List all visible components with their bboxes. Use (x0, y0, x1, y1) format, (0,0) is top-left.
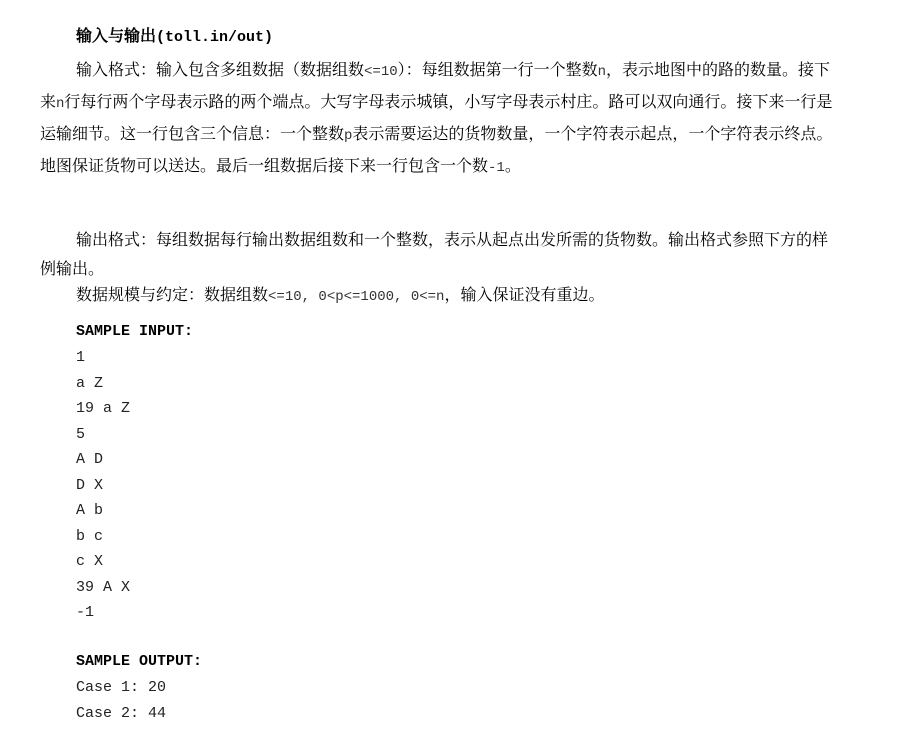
sample-line: -1 (76, 604, 95, 621)
paragraph-text: ）：每组数据第一行一个整数 (397, 60, 598, 79)
data-scale-paragraph (40, 280, 840, 312)
sample-line: 5 (76, 425, 86, 443)
sample-output-label: SAMPLE OUTPUT: (76, 653, 203, 670)
sample-output-block (76, 675, 166, 726)
sample-line: A b (76, 502, 104, 519)
sample-input-label: SAMPLE INPUT: (76, 323, 194, 340)
sample-line: c X (76, 553, 104, 570)
paragraph-text: ，输入保证没有重边。 (444, 285, 605, 304)
sample-line: 19 a Z (76, 400, 131, 417)
sample-line: 39 A X (76, 578, 131, 596)
sample-line: a Z (76, 374, 104, 392)
inline-code: -1 (488, 160, 505, 176)
inline-code: p (344, 128, 353, 144)
paragraph-text: 输入格式：输入包含多组数据（数据组数 (76, 60, 365, 79)
paragraph-text: 数据规模与约定：数据组数 (76, 285, 269, 304)
paragraph-text: 行每行两个字母表示路的两个端点。大写字母表示城镇，小写字母表示村庄。路可以双向通行。接下来一行是运输细节。这一行包含三个信息：一个整数 (40, 92, 833, 143)
input-format-paragraph (40, 55, 840, 183)
sample-line: 1 (76, 349, 86, 366)
inline-code: n (56, 96, 65, 112)
sample-line: b c (76, 527, 104, 545)
paragraph-text: 。 (504, 156, 521, 175)
heading-text: 输入与输出 (76, 26, 157, 45)
section-heading (76, 26, 273, 48)
output-format-paragraph (40, 225, 840, 283)
heading-filename: (toll.in/out) (156, 29, 274, 46)
inline-code: <=10, 0<p<=1000, 0<=n (268, 289, 445, 305)
sample-input-block (76, 345, 130, 626)
sample-line: D X (76, 476, 104, 494)
paragraph-text: 输出格式：每组数据每行输出数据组数和一个整数，表示从起点出发所需的货物数。输出格式参照下方的样例输出。 (40, 230, 829, 278)
paragraph-text: ，表示地图中的路的数量。接下来 (40, 60, 831, 111)
sample-line: A D (76, 451, 104, 468)
inline-code: <=10 (364, 64, 398, 80)
inline-code: n (597, 64, 607, 80)
paragraph-text: 表示需要运达的货物数量，一个字符表示起点，一个字符表示终点。地图保证货物可以送达。最后一组数据后接下来一行包含一个数 (40, 124, 833, 175)
sample-line: Case 1: 20 (76, 679, 167, 696)
sample-line: Case 2: 44 (76, 704, 167, 722)
